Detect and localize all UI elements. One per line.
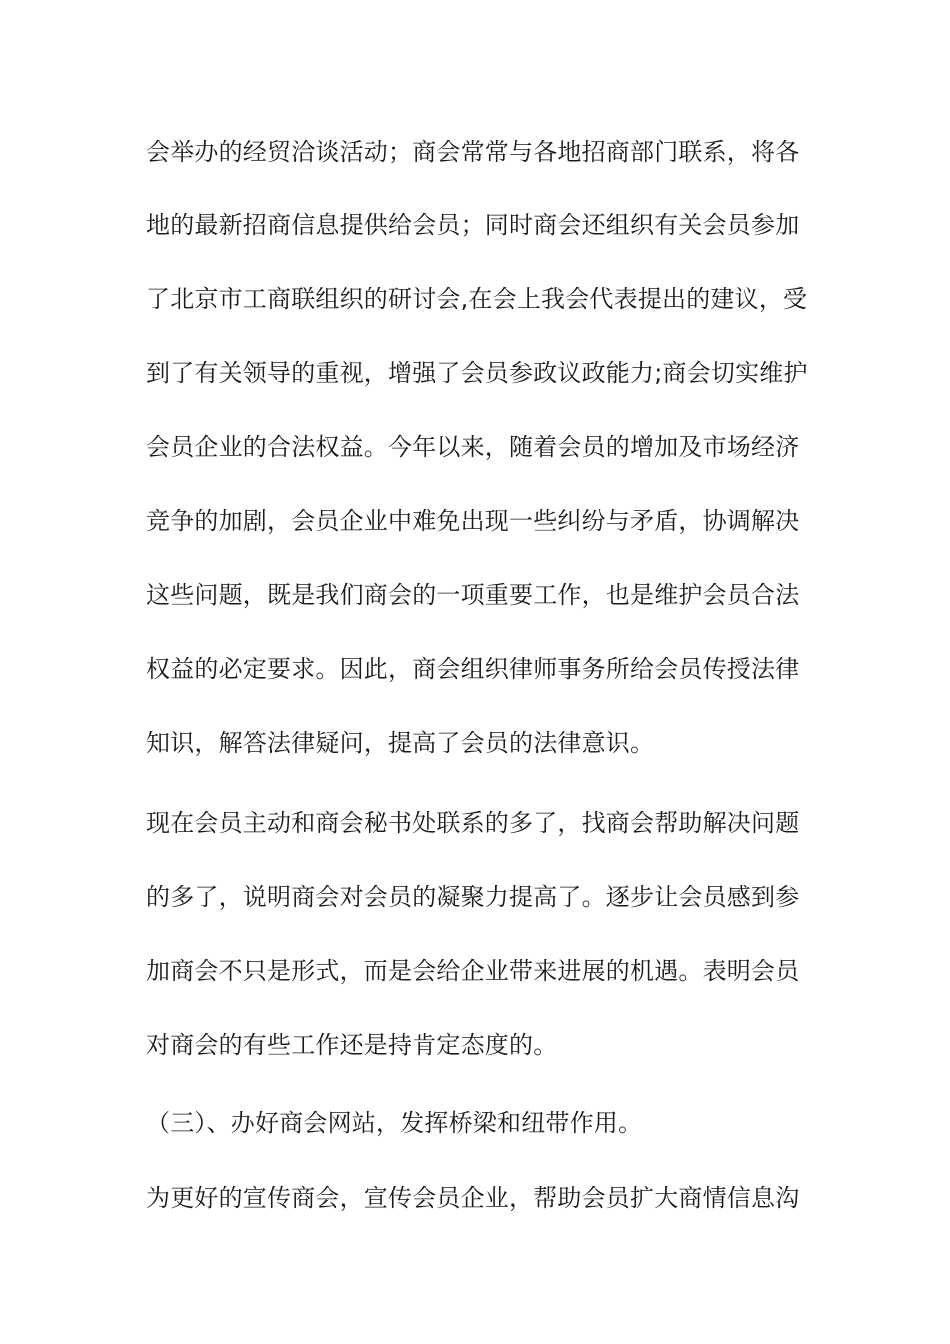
text-line: 的多了，说明商会对会员的凝聚力提高了。逐步让会员感到参 <box>146 883 800 911</box>
text-line: 知识，解答法律疑问，提高了会员的法律意识。 <box>146 729 655 757</box>
text-line: 现在会员主动和商会秘书处联系的多了，找商会帮助解决问题 <box>146 809 800 837</box>
text-line: 了北京市工商联组织的研讨会,在会上我会代表提出的建议，受 <box>146 285 808 313</box>
text-line: 地的最新招商信息提供给会员；同时商会还组织有关会员参加 <box>146 211 800 239</box>
text-line: 为更好的宣传商会，宣传会员企业，帮助会员扩大商情信息沟 <box>146 1184 800 1212</box>
section-heading: （三）、办好商会网站，发挥桥梁和纽带作用。 <box>146 1109 643 1137</box>
text-line: 权益的必定要求。因此，商会组织律师事务所给会员传授法律 <box>146 655 800 683</box>
text-line: 到了有关领导的重视，增强了会员参政议政能力;商会切实维护 <box>146 359 808 387</box>
text-line: 这些问题，既是我们商会的一项重要工作，也是维护会员合法 <box>146 581 800 609</box>
text-line: 加商会不只是形式，而是会给企业带来进展的机遇。表明会员 <box>146 957 800 985</box>
text-line: 会员企业的合法权益。今年以来，随着会员的增加及市场经济 <box>146 433 800 461</box>
text-line: 对商会的有些工作还是持肯定态度的。 <box>146 1031 558 1059</box>
text-line: 竞争的加剧，会员企业中难免出现一些纠纷与矛盾，协调解决 <box>146 507 800 535</box>
text-line: 会举办的经贸洽谈活动；商会常常与各地招商部门联系，将各 <box>146 138 800 166</box>
